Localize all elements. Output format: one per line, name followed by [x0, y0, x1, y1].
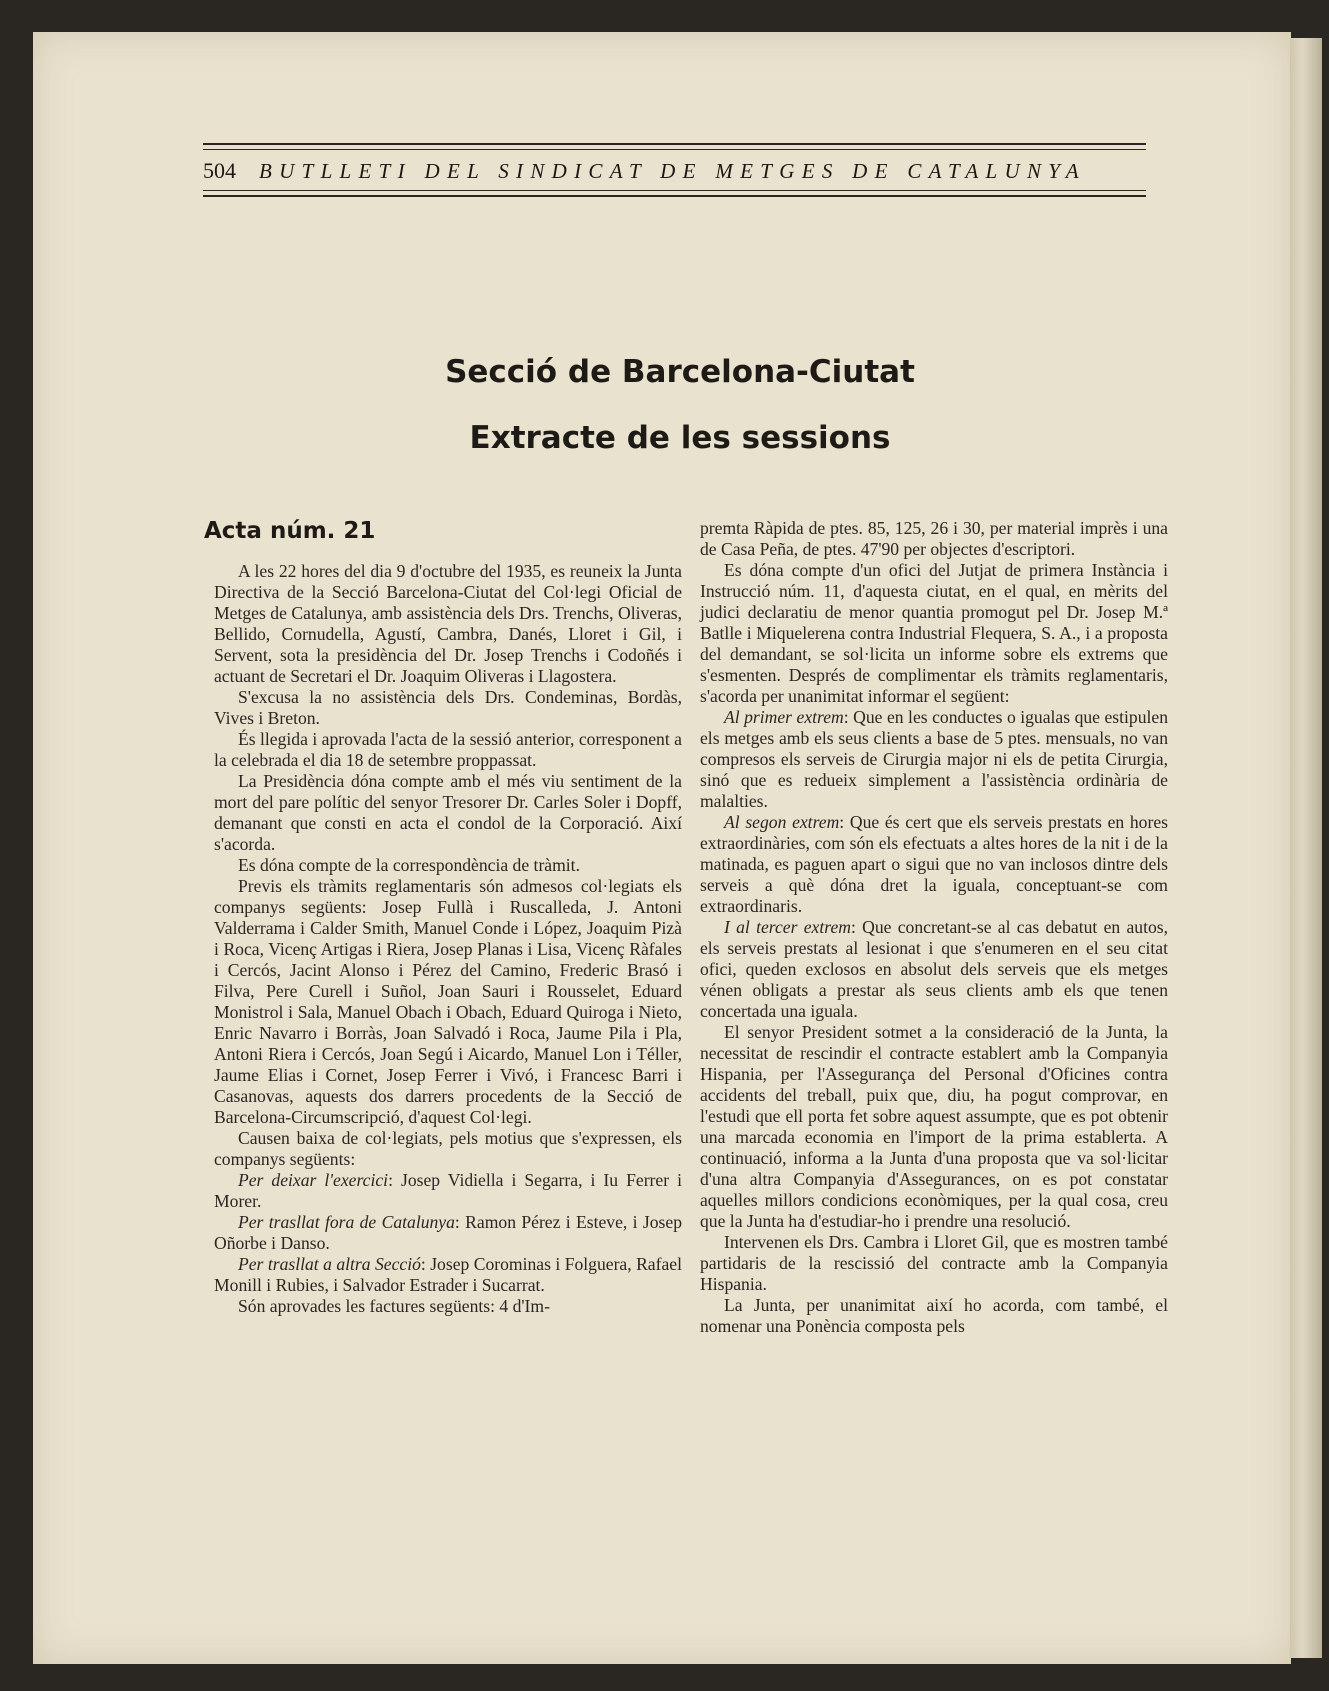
- paragraph-lead: Per trasllat a altra Secció: [238, 1254, 421, 1274]
- paragraph-text: : Josep Vidiella i Segarra, i Iu Ferrer i Morer.: [214, 1170, 682, 1211]
- paragraph: [700, 1295, 1168, 1337]
- paragraph-text: Es dóna compte d'un ofici del Jutjat de primera Instància i Instrucció núm. 11, d'aquesta ciutat, en el qual, en mèrits del judici declaratiu de menor quantia promogut pel Dr. Josep M.ª Batlle i Miquelerena contra Industrial Flequera, S. A., i a proposta del demandant, se sol·licita un informe sobre els extrems que s'esmenten. Després de complimentar els tràmits reglamentaris, s'acorda per unanimitat informar el següent:: [700, 560, 1168, 706]
- paragraph: [214, 1128, 682, 1170]
- paragraph: [214, 687, 682, 729]
- paragraph-lead: Al segon extrem: [724, 812, 840, 832]
- paragraph-text: El senyor President sotmet a la consideració de la Junta, la necessitat de rescindir el contracte establert amb la Companyia Hispania, per l'Assegurança del Personal d'Oficines contra accidents del treball, puix que, diu, ha pogut comprovar, en l'estudi que ell porta fet sobre aquest assumpte, que es pot obtenir una marcada economia en l'import de la prima establerta. A continuació, informa a la Junta d'una proposta que va sol·licitar d'una altra Companyia d'Assegurances, on es pot constatar aquelles millors condicions econòmiques, per la qual cosa, creu que la Junta ha d'estudiar-ho i prendre una resolució.: [700, 1022, 1168, 1231]
- paragraph: [700, 518, 1168, 560]
- paragraph: [700, 707, 1168, 812]
- paragraph: [214, 855, 682, 876]
- paragraph: [214, 1212, 682, 1254]
- header-rule-top: [203, 143, 1146, 145]
- paragraph-text: Previs els tràmits reglamentaris són admesos col·legiats els companys següents: Josep Fullà i Ruscalleda, J. Antoni Valderrama i Calder Smith, Manuel Conde i López, Joaquim Pizà i Roca, Vicenç Artigas i Riera, Josep Planas i Lisa, Vicenç Ràfales i Cercós, Jacint Alonso i Pérez del Camino, Frederic Brasó i Filva, Pere Curell i Suñol, Joan Sauri i Rousselet, Eduard Monistrol i Sala, Manuel Obach i Obach, Eduard Quiroga i Nieto, Enric Navarro i Borràs, Joan Salvadó i Roca, Jaume Pila i Pla, Antoni Riera i Cercós, Joan Segú i Aicardo, Manuel Lon i Téller, Jaume Elias i Cornet, Josep Ferrer i Vivó, i Francesc Barri i Casanovas, aquests dos darrers procedents de la Secció de Barcelona-Circumscripció, d'aquest Col·legi.: [214, 876, 682, 1127]
- paragraph: [700, 1232, 1168, 1295]
- subtitle: Extracte de les sessions: [469, 420, 891, 456]
- header-rule-bottom-thin: [203, 190, 1146, 191]
- paragraph-lead: Al primer extrem: [724, 707, 844, 727]
- paragraph: [214, 561, 682, 687]
- paragraph-text: La Presidència dóna compte amb el més viu sentiment de la mort del pare polític del senyor Tresorer Dr. Carles Soler i Dopff, demanant que consti en acta el condol de la Corporació. Així s'acorda.: [214, 771, 682, 854]
- paragraph-lead: Per trasllat fora de Catalunya: [238, 1212, 455, 1232]
- paragraph-text: La Junta, per unanimitat així ho acorda, com també, el nomenar una Ponència composta pels: [700, 1295, 1168, 1336]
- act-heading: Acta núm. 21: [204, 518, 376, 544]
- running-header: [203, 143, 1146, 198]
- paragraph: [214, 1296, 682, 1317]
- paragraph: [214, 771, 682, 855]
- paragraph-lead: I al tercer extrem: [724, 917, 851, 937]
- left-column: [214, 561, 682, 1317]
- paragraph: [214, 876, 682, 1128]
- paragraph-text: Intervenen els Drs. Cambra i Lloret Gil, que es mostren també partidaris de la rescissió del contracte amb la Companyia Hispania.: [700, 1232, 1168, 1294]
- paragraph-text: Causen baixa de col·legiats, pels motius que s'expressen, els companys següents:: [214, 1128, 682, 1169]
- paragraph-text: : Ramon Pérez i Esteve, i Josep Oñorbe i Danso.: [214, 1212, 683, 1253]
- paragraph-text: S'excusa la no assistència dels Drs. Condeminas, Bordàs, Vives i Breton.: [214, 687, 682, 728]
- paragraph-text: : Que concretant-se al cas debatut en autos, els serveis prestats al lesionat i que s'enumeren en el seu citat ofici, queden exclosos en absolut dels serveis que els metges vénen obligats a prestar als seus clients amb els que tenen concertada una iguala.: [700, 917, 1169, 1021]
- paragraph: [214, 1170, 682, 1212]
- right-column: [700, 518, 1168, 1337]
- paragraph-text: A les 22 hores del dia 9 d'octubre del 1935, es reuneix la Junta Directiva de la Secció Barcelona-Ciutat del Col·legi Oficial de Metges de Catalunya, amb assistència dels Drs. Trenchs, Oliveras, Bellido, Cornudella, Agustí, Cambra, Danés, Lloret i Gil, i Servent, sota la presidència del Dr. Josep Trenchs i Codoñés i actuant de Secretari el Dr. Joaquim Oliveras i Llagostera.: [214, 561, 682, 686]
- paragraph-text: : Que en les conductes o igualas que estipulen els metges amb els seus clients a base de 5 ptes. mensuals, no van compresos els serveis de Cirurgia major ni els de petita Cirurgia, sinó que es redueix simplement a l'assistència ordinària de malalties.: [700, 707, 1168, 811]
- paragraph-lead: Per deixar l'exercici: [238, 1170, 389, 1190]
- paragraph-text: : Josep Corominas i Folguera, Rafael Monill i Rubies, i Salvador Estrader i Sucarrat.: [214, 1254, 682, 1295]
- header-rule-top-thin: [203, 149, 1146, 150]
- paragraph: [214, 1254, 682, 1296]
- paragraph: [700, 917, 1168, 1022]
- page-edge: [1290, 38, 1322, 1658]
- paragraph: [700, 560, 1168, 707]
- paragraph: [700, 1022, 1168, 1232]
- journal-title: BUTLLETI DEL SINDICAT DE METGES DE CATALUNYA: [259, 158, 1086, 183]
- paragraph-text: És llegida i aprovada l'acta de la sessió anterior, corresponent a la celebrada el dia 18 de setembre proppassat.: [214, 729, 682, 770]
- paragraph-text: : Que és cert que els serveis prestats en hores extraordinàries, com són els efectuats a altes hores de la nit i de la matinada, es paguen apart o sigui que no van inclosos dintre dels serveis a què dóna dret la iguala, conceptuant-se com extraordinaris.: [700, 812, 1168, 916]
- section-title: Secció de Barcelona-Ciutat: [445, 354, 915, 390]
- header-line: [203, 157, 1146, 185]
- paragraph-text: Són aprovades les factures següents: 4 d'Im-: [238, 1296, 550, 1316]
- paragraph-text: Es dóna compte de la correspondència de tràmit.: [238, 855, 580, 875]
- paragraph-text: premta Ràpida de ptes. 85, 125, 26 i 30, per material imprès i una de Casa Peña, de ptes. 47'90 per objectes d'escriptori.: [700, 518, 1168, 559]
- paragraph: [214, 729, 682, 771]
- page-number: 504: [203, 158, 236, 183]
- header-rule-bottom: [203, 195, 1146, 197]
- paragraph: [700, 812, 1168, 917]
